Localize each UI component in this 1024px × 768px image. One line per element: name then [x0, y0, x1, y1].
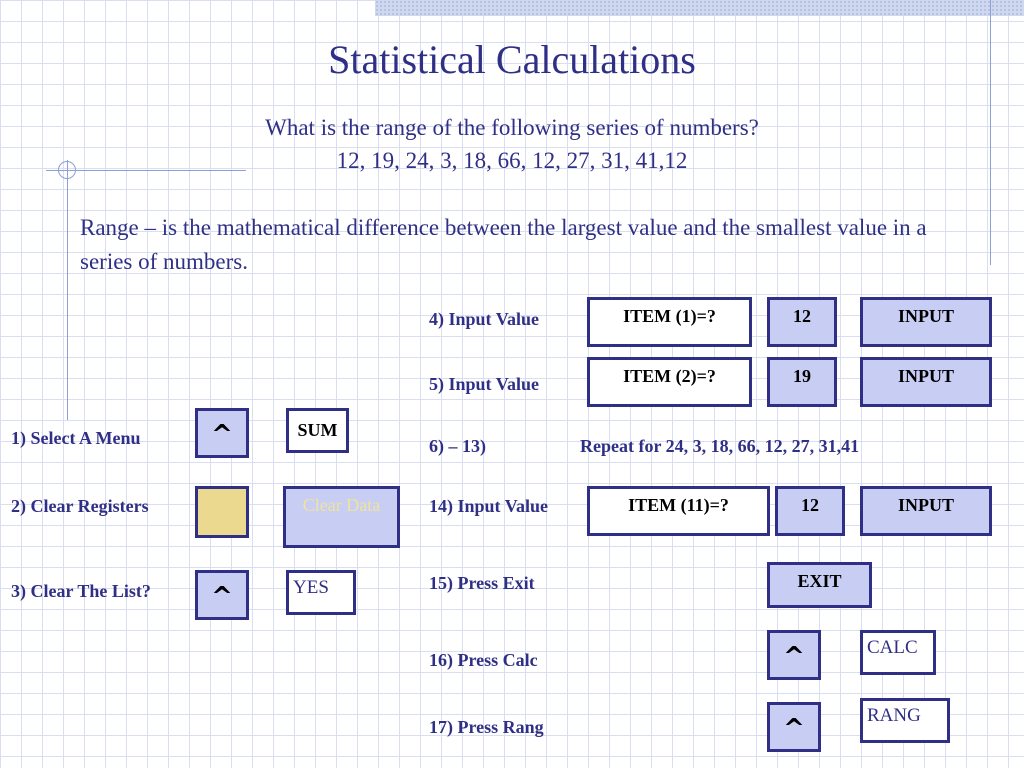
step-1-label: 1) Select A Menu — [11, 428, 141, 448]
step-2-label: 2) Clear Registers — [11, 496, 149, 516]
page-title: Statistical Calculations — [328, 37, 696, 82]
question-line-1: What is the range of the following series of numbers? — [265, 115, 759, 140]
step-16-label: 16) Press Calc — [429, 650, 538, 670]
top-pattern-band — [375, 0, 1024, 16]
value-19-key[interactable]: 19 — [767, 357, 837, 407]
question-line-2: 12, 19, 24, 3, 18, 66, 12, 27, 31, 41,12 — [336, 148, 688, 173]
input-button[interactable]: INPUT — [860, 297, 992, 347]
input-button[interactable]: INPUT — [860, 357, 992, 407]
repeat-instruction: Repeat for 24, 3, 18, 66, 12, 27, 31,41 — [580, 436, 860, 456]
item-1-prompt: ITEM (1)=? — [587, 297, 752, 347]
clear-key-button[interactable] — [195, 486, 249, 538]
step-17-label: 17) Press Rang — [429, 717, 544, 737]
value-12-key[interactable]: 12 — [767, 297, 837, 347]
caret-key-button[interactable]: ^ — [767, 702, 821, 752]
item-11-prompt: ITEM (11)=? — [587, 486, 770, 536]
step-3-label: 3) Clear The List? — [11, 581, 151, 601]
range-definition: Range – is the mathematical difference between the largest value and the smallest value in a series of numbers. — [80, 215, 927, 274]
yes-display[interactable]: YES — [286, 570, 356, 615]
step-14-label: 14) Input Value — [429, 496, 549, 516]
item-2-prompt: ITEM (2)=? — [587, 357, 752, 407]
input-button[interactable]: INPUT — [860, 486, 992, 536]
exit-button[interactable]: EXIT — [767, 562, 872, 608]
calc-display[interactable]: CALC — [860, 630, 936, 675]
step-15-label: 15) Press Exit — [429, 573, 535, 593]
rang-display[interactable]: RANG — [860, 698, 950, 743]
caret-key-button[interactable]: ^ — [195, 570, 249, 620]
clear-data-display[interactable]: Clear Data — [283, 486, 400, 548]
step-5-label: 5) Input Value — [429, 374, 540, 394]
step-6-13-label: 6) – 13) — [429, 436, 486, 456]
value-12-key[interactable]: 12 — [775, 486, 845, 536]
sum-menu-display[interactable]: SUM — [286, 408, 349, 453]
caret-key-button[interactable]: ^ — [195, 408, 249, 458]
step-4-label: 4) Input Value — [429, 309, 540, 329]
left-guide-line — [67, 160, 68, 420]
caret-key-button[interactable]: ^ — [767, 630, 821, 680]
